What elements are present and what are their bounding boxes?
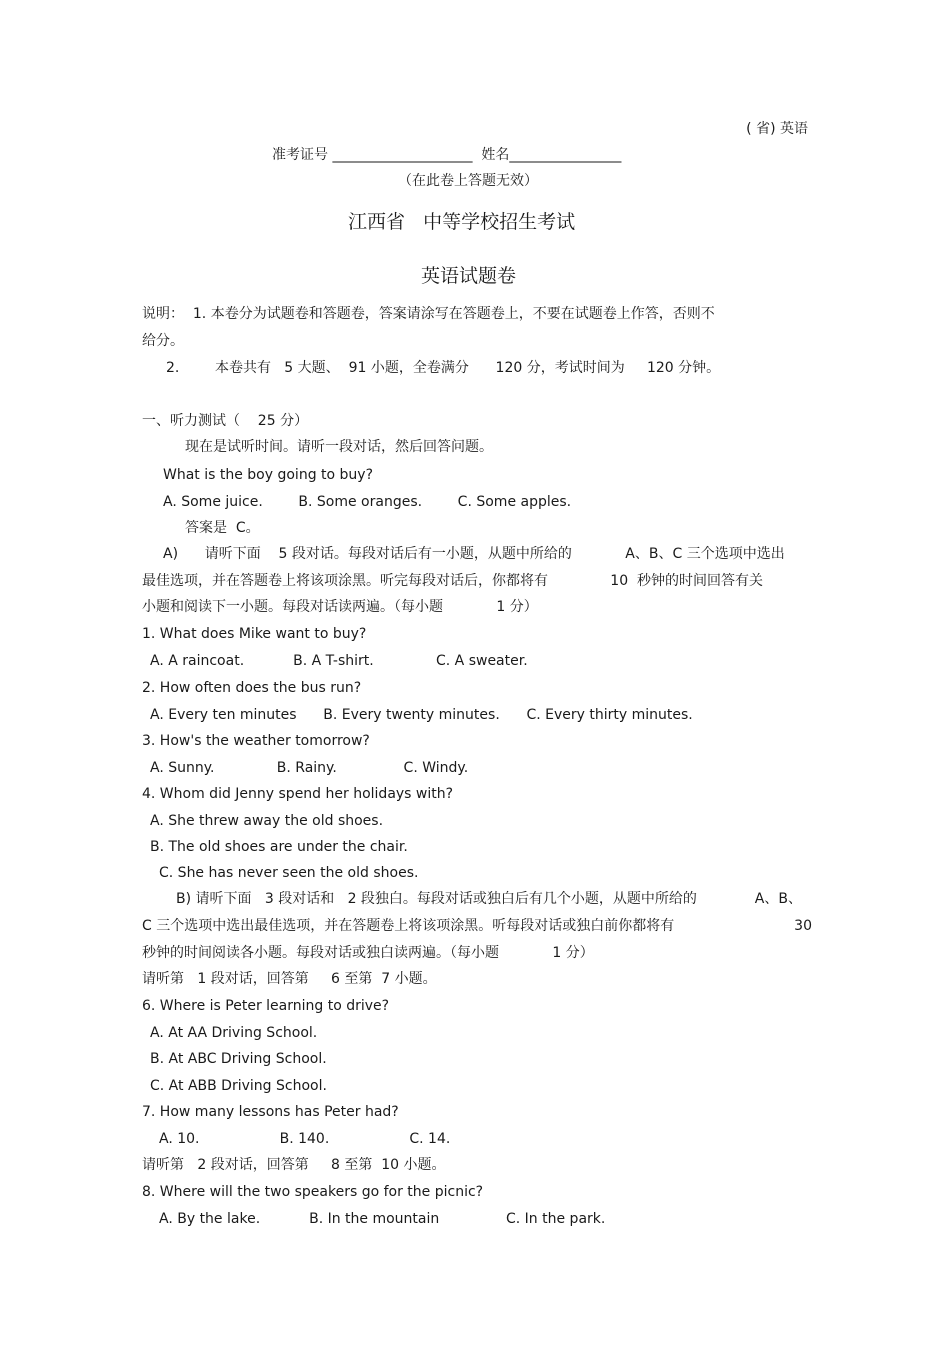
candidate-id-name-line: 准考证号 ____________________ 姓名________________	[272, 147, 622, 163]
part-a-line-1: A) 请听下面 5 段对话。每段对话后有一小题，从题中所给的 A、B、C 三个选项中选出	[163, 546, 785, 562]
instructions-line-1: 说明： 1. 本卷分为试题卷和答题卷，答案请涂写在答题卷上，不要在试题卷上作答，否则不	[142, 306, 715, 322]
question-7-options: A. 10. B. 140. C. 14.	[159, 1131, 451, 1147]
demo-options: A. Some juice. B. Some oranges. C. Some apples.	[163, 494, 572, 510]
question-4: 4. Whom did Jenny spend her holidays with?	[142, 786, 454, 802]
header-corner-label: ( 省) 英语	[746, 121, 808, 137]
question-2-options: A. Every ten minutes B. Every twenty minutes. C. Every thirty minutes.	[150, 707, 693, 723]
demo-intro: 现在是试听时间。请听一段对话，然后回答问题。	[185, 439, 493, 455]
question-4-option-a: A. She threw away the old shoes.	[150, 813, 384, 829]
instructions-line-2: 给分。	[142, 333, 184, 349]
part-b-line-2: C 三个选项中选出最佳选项，并在答题卷上将该项涂黑。听每段对话或独白前你都将有	[142, 918, 675, 934]
question-8: 8. Where will the two speakers go for the picnic?	[142, 1184, 484, 1200]
invalid-answer-notice: （在此卷上答题无效）	[398, 173, 538, 189]
dialog-1-instruction: 请听第 1 段对话，回答第 6 至第 7 小题。	[142, 971, 437, 987]
question-6: 6. Where is Peter learning to drive?	[142, 998, 390, 1014]
question-1: 1. What does Mike want to buy?	[142, 626, 367, 642]
question-6-option-c: C. At ABB Driving School.	[150, 1078, 327, 1094]
exam-subtitle: 英语试题卷	[421, 265, 517, 287]
dialog-2-instruction: 请听第 2 段对话，回答第 8 至第 10 小题。	[142, 1157, 446, 1173]
question-8-options: A. By the lake. B. In the mountain C. In the park.	[159, 1211, 606, 1227]
question-2: 2. How often does the bus run?	[142, 680, 362, 696]
question-6-option-b: B. At ABC Driving School.	[150, 1051, 327, 1067]
demo-answer: 答案是 C。	[185, 520, 260, 536]
question-3: 3. How's the weather tomorrow?	[142, 733, 370, 749]
question-3-options: A. Sunny. B. Rainy. C. Windy.	[150, 760, 469, 776]
demo-question: What is the boy going to buy?	[163, 467, 374, 483]
question-4-option-b: B. The old shoes are under the chair.	[150, 839, 408, 855]
question-6-option-a: A. At AA Driving School.	[150, 1025, 318, 1041]
exam-title: 江西省 中等学校招生考试	[348, 211, 576, 233]
part-b-line-1: B) 请听下面 3 段对话和 2 段独白。每段对话或独白后有几个小题，从题中所给的 A、B、	[176, 891, 802, 907]
question-1-options: A. A raincoat. B. A T-shirt. C. A sweater.	[150, 653, 528, 669]
part-a-line-2: 最佳选项，并在答题卷上将该项涂黑。听完每段对话后，你都将有 10 秒钟的时间回答有关	[142, 573, 764, 589]
part-a-line-3: 小题和阅读下一小题。每段对话读两遍。（每小题 1 分）	[142, 599, 538, 615]
part-b-line-3: 秒钟的时间阅读各小题。每段对话或独白读两遍。（每小题 1 分）	[142, 945, 594, 961]
question-7: 7. How many lessons has Peter had?	[142, 1104, 399, 1120]
instructions-line-3: 2. 本卷共有 5 大题、 91 小题，全卷满分 120 分，考试时间为 120 分钟。	[166, 360, 721, 376]
question-4-option-c: C. She has never seen the old shoes.	[159, 865, 419, 881]
section-heading-listening: 一、听力测试（ 25 分）	[142, 413, 309, 429]
part-b-line-2-seconds: 30	[794, 918, 812, 934]
